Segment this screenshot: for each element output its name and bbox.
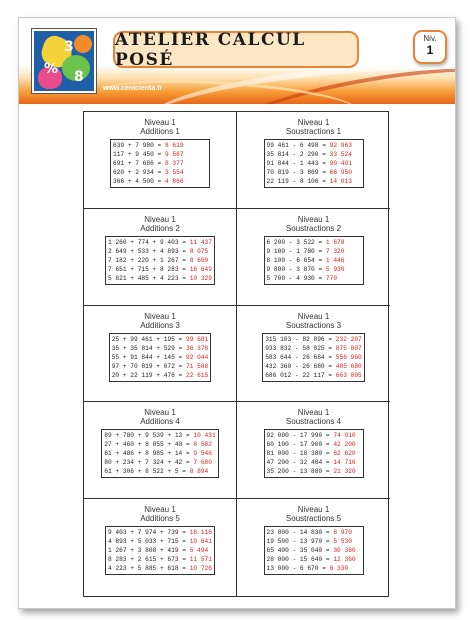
operation-line — [265, 344, 362, 353]
level-label: Niv. — [423, 34, 437, 43]
operation-line — [104, 449, 215, 458]
operation-expression: 61 + 486 + 8 985 + 14 = — [104, 450, 194, 458]
exercise-card — [237, 306, 390, 403]
operation-line — [267, 458, 361, 467]
card-title: Soustractions 4 — [285, 417, 342, 427]
operation-line — [113, 141, 207, 150]
operations-box — [264, 236, 364, 285]
operation-line — [108, 537, 212, 546]
operation-result: 5 930 — [325, 265, 345, 273]
operation-line — [104, 458, 215, 467]
operation-line — [108, 528, 212, 537]
operation-result: 42 200 — [333, 441, 356, 449]
operation-expression: 80 + 234 + 7 324 + 42 = — [104, 459, 194, 467]
operation-line — [267, 431, 361, 440]
operation-result: 10 726 — [189, 565, 212, 573]
operation-line — [113, 168, 207, 177]
operation-line — [108, 265, 212, 274]
operation-line — [108, 256, 212, 265]
operation-expression: 583 644 - 26 684 = — [265, 353, 336, 361]
level-badge — [413, 30, 447, 64]
operation-line — [112, 362, 209, 371]
operation-result: 8 075 — [189, 247, 209, 255]
operation-line — [108, 564, 212, 573]
operation-expression: 61 + 306 + 8 522 + 5 = — [104, 468, 190, 476]
operation-expression: 22 119 - 8 106 = — [266, 178, 330, 185]
operation-line — [112, 371, 209, 380]
card-level: Niveau 1 — [297, 311, 330, 321]
operation-expression: 2 649 + 533 + 4 893 = — [108, 247, 190, 255]
operation-result: 1 678 — [325, 238, 345, 246]
operation-result: 11 437 — [189, 238, 212, 246]
card-level: Niveau 1 — [297, 118, 330, 127]
operation-line — [267, 564, 361, 573]
operations-box — [264, 429, 364, 478]
exercise-card — [84, 306, 237, 403]
operation-expression: 70 819 - 3 869 = — [266, 169, 330, 176]
operation-result: 9 546 — [193, 450, 212, 458]
card-level: Niveau 1 — [144, 505, 176, 515]
exercise-card — [237, 112, 390, 209]
operation-result: 90 401 — [329, 160, 352, 167]
operation-expression: 7 182 + 220 + 1 267 = — [108, 256, 190, 264]
operation-line — [265, 353, 362, 362]
operation-result: 8 894 — [189, 468, 209, 476]
operation-line — [267, 168, 361, 177]
operation-expression: 686 012 - 22 117 = — [265, 371, 336, 379]
operation-expression: 366 + 4 500 = — [113, 178, 165, 185]
operation-line — [267, 274, 361, 283]
operation-result: 33 524 — [329, 151, 352, 158]
level-value: 1 — [426, 43, 434, 57]
operation-result: 92 044 — [185, 353, 209, 361]
logo-shape — [74, 35, 92, 53]
operation-expression: 9 800 - 3 870 = — [266, 265, 326, 273]
operation-expression: 27 + 460 + 8 055 + 40 = — [104, 441, 194, 449]
operation-expression: 20 + 22 119 + 476 = — [111, 371, 186, 379]
card-title: Additions 1 — [140, 127, 180, 136]
operation-expression: 28 000 - 15 640 = — [266, 556, 334, 564]
operation-result: 8 970 — [333, 529, 352, 537]
operation-line — [104, 431, 215, 440]
operation-line — [267, 449, 361, 458]
operation-expression: 315 103 - 82 896 = — [265, 335, 336, 343]
operation-expression: 89 + 780 + 9 539 + 13 = — [104, 432, 194, 440]
operation-line — [267, 546, 361, 555]
operation-expression: 432 360 - 26 680 = — [265, 362, 336, 370]
operation-result: 14 716 — [333, 459, 356, 467]
operation-line — [265, 371, 362, 380]
operation-result: 3 554 — [164, 169, 184, 176]
exercise-card — [237, 499, 390, 596]
operation-line — [267, 256, 361, 265]
operation-line — [267, 141, 361, 150]
operation-result: 875 807 — [335, 344, 362, 352]
operation-line — [267, 150, 361, 159]
operation-expression: 35 200 - 13 880 = — [266, 468, 334, 476]
exercise-card — [237, 209, 390, 306]
operation-result: 14 013 — [329, 178, 352, 185]
exercise-card — [84, 402, 237, 499]
card-title: Additions 4 — [140, 417, 180, 427]
operation-expression: 9 100 - 1 780 = — [266, 247, 326, 255]
exercise-card — [84, 112, 237, 209]
operation-expression: 620 + 2 934 = — [113, 169, 165, 176]
exercise-card — [84, 209, 237, 306]
operation-expression: 117 + 9 450 = — [113, 151, 165, 158]
card-level: Niveau 1 — [144, 118, 176, 127]
operations-box — [109, 333, 212, 382]
operation-expression: 639 + 7 980 = — [113, 142, 165, 149]
operation-result: 8 669 — [189, 256, 209, 264]
operation-result: 7 680 — [193, 459, 212, 467]
operation-result: 11 571 — [189, 556, 212, 564]
operation-line — [113, 150, 207, 159]
operation-expression: 1 267 + 3 808 + 419 = — [108, 547, 190, 555]
operation-line — [267, 537, 361, 546]
exercise-card — [237, 402, 390, 499]
operation-expression: 55 + 91 844 + 145 = — [111, 353, 186, 361]
operation-expression: 5 700 - 4 930 = — [266, 274, 326, 282]
card-title: Soustractions 5 — [285, 514, 342, 524]
operation-result: 92 963 — [329, 142, 352, 149]
page-title: ATELIER CALCUL POSÉ — [115, 29, 306, 70]
operation-result: 405 680 — [335, 362, 362, 370]
operation-result: 71 588 — [185, 362, 209, 370]
operation-result: 8 582 — [193, 441, 212, 449]
operation-expression: 13 000 - 6 670 = — [266, 565, 330, 573]
operation-line — [108, 247, 212, 256]
card-level: Niveau 1 — [297, 408, 330, 418]
operation-result: 62 620 — [333, 450, 356, 458]
operation-expression: 1 260 + 774 + 9 403 = — [108, 238, 190, 246]
operation-line — [267, 159, 361, 168]
operation-line — [267, 238, 361, 247]
operation-result: 663 895 — [335, 371, 362, 379]
operation-expression: 99 461 - 6 498 = — [266, 142, 330, 149]
card-level: Niveau 1 — [144, 311, 176, 321]
operation-result: 66 950 — [329, 169, 352, 176]
operation-line — [104, 440, 215, 449]
operation-line — [267, 440, 361, 449]
operations-box — [264, 139, 364, 188]
operation-result: 770 — [325, 274, 338, 282]
operation-result: 10 431 — [193, 432, 216, 440]
operation-line — [267, 247, 361, 256]
operation-result: 10 641 — [189, 538, 212, 546]
operation-expression: 8 283 + 2 615 + 673 = — [108, 556, 190, 564]
operation-line — [112, 353, 209, 362]
card-level: Niveau 1 — [144, 214, 176, 224]
operation-expression: 35 814 - 2 290 = — [266, 151, 330, 158]
operation-result: 232 207 — [335, 335, 362, 343]
operation-expression: 19 500 - 13 970 = — [266, 538, 334, 546]
operation-result: 5 530 — [333, 538, 352, 546]
operation-expression: 23 800 - 14 830 = — [266, 529, 334, 537]
operation-line — [104, 467, 215, 476]
operation-expression: 691 + 7 686 = — [113, 160, 165, 167]
operation-result: 8 619 — [164, 142, 184, 149]
operation-line — [265, 335, 362, 344]
card-title: Additions 2 — [140, 223, 180, 233]
operation-line — [267, 265, 361, 274]
operation-line — [267, 555, 361, 564]
card-level: Niveau 1 — [144, 408, 176, 418]
title-box — [113, 31, 359, 68]
operation-result: 5 494 — [189, 547, 209, 555]
operation-expression: 933 832 - 58 025 = — [265, 344, 336, 352]
exercise-card — [84, 499, 237, 596]
operation-expression: 92 000 - 17 990 = — [266, 432, 334, 440]
operation-expression: 47 200 - 32 484 = — [266, 459, 334, 467]
operations-box — [262, 333, 365, 382]
operations-box — [110, 139, 210, 188]
operation-line — [108, 238, 212, 247]
operation-result: 12 360 — [333, 556, 356, 564]
operation-expression: 5 621 + 485 + 4 223 = — [108, 274, 190, 282]
operations-box — [101, 429, 218, 478]
operation-result: 99 681 — [185, 335, 209, 343]
operation-line — [108, 555, 212, 564]
operation-result: 6 330 — [329, 565, 349, 573]
operation-result: 16 649 — [189, 265, 212, 273]
operations-box — [264, 526, 364, 575]
card-level: Niveau 1 — [297, 505, 330, 515]
operations-box — [105, 526, 215, 575]
card-title: Soustractions 1 — [285, 127, 342, 136]
worksheet-page — [18, 17, 456, 609]
operation-line — [108, 546, 212, 555]
operation-result: 10 329 — [189, 274, 212, 282]
operation-expression: 60 100 - 17 900 = — [266, 441, 334, 449]
operation-line — [113, 159, 207, 168]
operation-result: 22 615 — [185, 371, 209, 379]
card-title: Additions 3 — [140, 320, 180, 330]
logo-image: 3 % 8 — [32, 29, 96, 93]
operation-expression: 7 651 + 715 + 8 283 = — [108, 265, 190, 273]
operation-expression: 8 100 - 6 654 = — [266, 256, 326, 264]
operation-result: 74 010 — [333, 432, 356, 440]
operation-result: 9 567 — [164, 151, 184, 158]
operation-line — [108, 274, 212, 283]
operation-result: 18 116 — [189, 529, 212, 537]
card-title: Soustractions 3 — [285, 320, 342, 330]
operation-line — [112, 344, 209, 353]
card-title: Additions 5 — [140, 514, 180, 524]
operation-line — [265, 362, 362, 371]
operation-result: 8 377 — [164, 160, 184, 167]
operation-result: 36 378 — [185, 344, 209, 352]
operation-result: 1 446 — [325, 256, 345, 264]
operation-expression: 6 200 - 3 522 = — [266, 238, 326, 246]
operation-line — [113, 177, 207, 186]
operation-expression: 9 403 + 7 974 + 739 = — [108, 529, 190, 537]
operation-result: 4 866 — [164, 178, 184, 185]
operation-line — [267, 467, 361, 476]
operations-box — [105, 236, 215, 285]
operation-result: 30 360 — [333, 547, 356, 555]
exercise-grid — [83, 111, 389, 597]
operation-result: 21 320 — [333, 468, 356, 476]
operation-expression: 25 + 99 461 + 195 = — [111, 335, 186, 343]
operation-result: 556 960 — [335, 353, 362, 361]
operation-expression: 4 893 + 5 033 + 715 = — [108, 538, 190, 546]
card-title: Soustractions 2 — [285, 223, 342, 233]
operation-expression: 35 + 35 814 + 529 = — [111, 344, 186, 352]
operation-expression: 4 223 + 5 885 + 618 = — [108, 565, 190, 573]
header-banner — [19, 18, 455, 104]
operation-line — [112, 335, 209, 344]
operation-line — [267, 177, 361, 186]
operation-expression: 97 + 70 819 + 672 = — [111, 362, 186, 370]
operation-line — [267, 528, 361, 537]
operation-result: 7 320 — [325, 247, 345, 255]
site-url: www.cenicienta.fr — [103, 85, 163, 92]
operation-expression: 91 844 - 1 443 = — [266, 160, 330, 167]
operation-expression: 65 400 - 35 040 = — [266, 547, 334, 555]
card-level: Niveau 1 — [297, 214, 330, 224]
operation-expression: 81 000 - 18 380 = — [266, 450, 334, 458]
